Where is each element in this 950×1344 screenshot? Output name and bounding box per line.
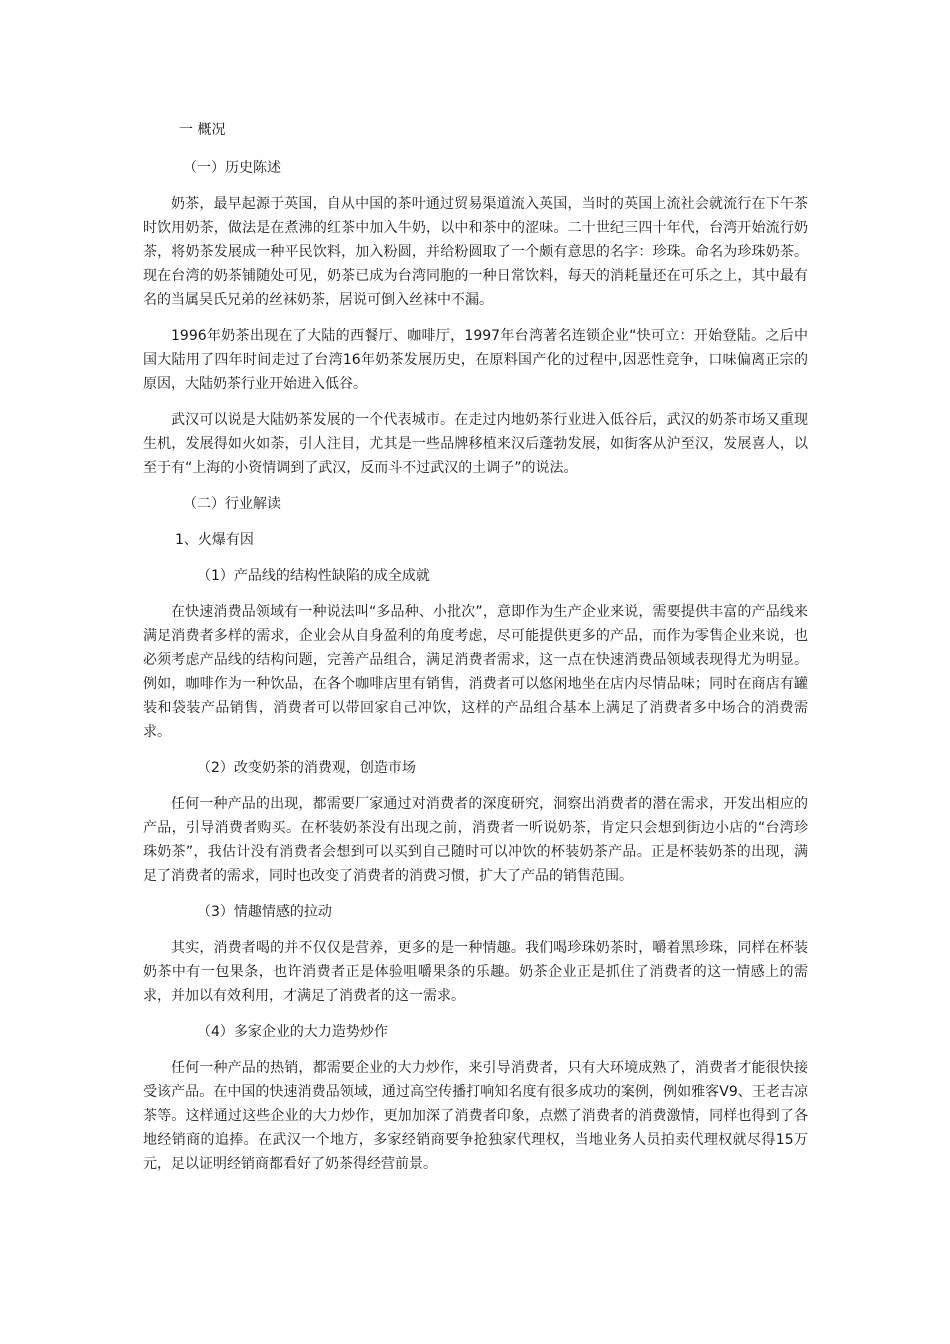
history-paragraph-1: 奶茶，最早起源于英国，自从中国的茶叶通过贸易渠道流入英国，当时的英国上流社会就流行在下午茶时饮用奶茶，做法是在煮沸的红茶中加入牛奶，以中和茶中的涩味。二十世纪三四十年代，台湾开始流行奶茶，将奶茶发展成一种平民饮料，加入粉圆，并给粉圆取了一个颇有意思的名字：珍珠。命名为珍珠奶茶。现在台湾的奶茶铺随处可见，奶茶已成为台湾同胞的一种日常饮料，每天的消耗量还在可乐之上，其中最有名的当属吴氏兄弟的丝袜奶茶，居说可倒入丝袜中不漏。 xyxy=(143,196,808,308)
item-1-title: （1）产品线的结构性缺陷的成全成就 xyxy=(197,568,430,584)
document-body xyxy=(143,118,808,1188)
section-history-title: （一）历史陈述 xyxy=(183,160,281,176)
item-4-title: （4）多家企业的大力造势炒作 xyxy=(197,1024,388,1040)
item-3-paragraph: 其实，消费者喝的并不仅仅是营养，更多的是一种情趣。我们喝珍珠奶茶时，嚼着黑珍珠，同样在杯装奶茶中有一包果条，也许消费者正是体验咀嚼果条的乐趣。奶茶企业正是抓住了消费者的这一情感上的需求，并加以有效利用，才满足了消费者的这一需求。 xyxy=(143,940,808,1004)
subsection-title: 1、火爆有因 xyxy=(175,532,254,548)
item-2-paragraph: 任何一种产品的出现，都需要厂家通过对消费者的深度研究，洞察出消费者的潜在需求，开发出相应的产品，引导消费者购买。在杯装奶茶没有出现之前，消费者一听说奶茶，肯定只会想到街边小店的“台湾珍珠奶茶”，我估计没有消费者会想到可以买到自己随时可以冲饮的杯装奶茶产品。正是杯装奶茶的出现，满足了消费者的需求，同时也改变了消费者的消费习惯，扩大了产品的销售范围。 xyxy=(143,796,808,884)
item-2-title: （2）改变奶茶的消费观，创造市场 xyxy=(197,760,416,776)
history-paragraph-2: 1996年奶茶出现在了大陆的西餐厅、咖啡厅，1997年台湾著名连锁企业“快可立：开始登陆。之后中国大陆用了四年时间走过了台湾16年奶茶发展历史，在原料国产化的过程中,因恶性竞争，口味偏离正宗的原因，大陆奶茶行业开始进入低谷。 xyxy=(143,328,808,392)
item-3-title: （3）情趣情感的拉动 xyxy=(197,904,332,920)
section-industry-title: （二）行业解读 xyxy=(183,496,281,512)
item-1-paragraph: 在快速消费品领域有一种说法叫“多品种、小批次”，意即作为生产企业来说，需要提供丰富的产品线来满足消费者多样的需求，企业会从自身盈利的角度考虑，尽可能提供更多的产品，而作为零售企业来说，也必须考虑产品线的结构问题，完善产品组合，满足消费者需求，这一点在快速消费品领域表现得尤为明显。例如，咖啡作为一种饮品，在各个咖啡店里有销售，消费者可以悠闲地坐在店内尽情品味；同时在商店有罐装和袋装产品销售，消费者可以带回家自己冲饮，这样的产品组合基本上满足了消费者多中场合的消费需求。 xyxy=(143,604,808,740)
heading-overview: 一 概况 xyxy=(179,122,226,138)
item-4-paragraph: 任何一种产品的热销，都需要企业的大力炒作，来引导消费者，只有大环境成熟了，消费者才能很快接受该产品。在中国的快速消费品领域，通过高空传播打响知名度有很多成功的案例，例如雅客V9、王老吉凉茶等。这样通过这些企业的大力炒作，更加加深了消费者印象，点燃了消费者的消费激情，同样也得到了各地经销商的追捧。在武汉一个地方，多家经销商要争抢独家代理权，当地业务人员拍卖代理权就尽得15万元，足以证明经销商都看好了奶茶得经营前景。 xyxy=(143,1060,808,1172)
history-paragraph-3: 武汉可以说是大陆奶茶发展的一个代表城市。在走过内地奶茶行业进入低谷后，武汉的奶茶市场又重现生机，发展得如火如荼，引人注目，尤其是一些品牌移植来汉后蓬勃发展，如街客从沪至汉，发展喜人，以至于有“上海的小资情调到了武汉，反而斗不过武汉的土调子”的说法。 xyxy=(143,412,808,476)
